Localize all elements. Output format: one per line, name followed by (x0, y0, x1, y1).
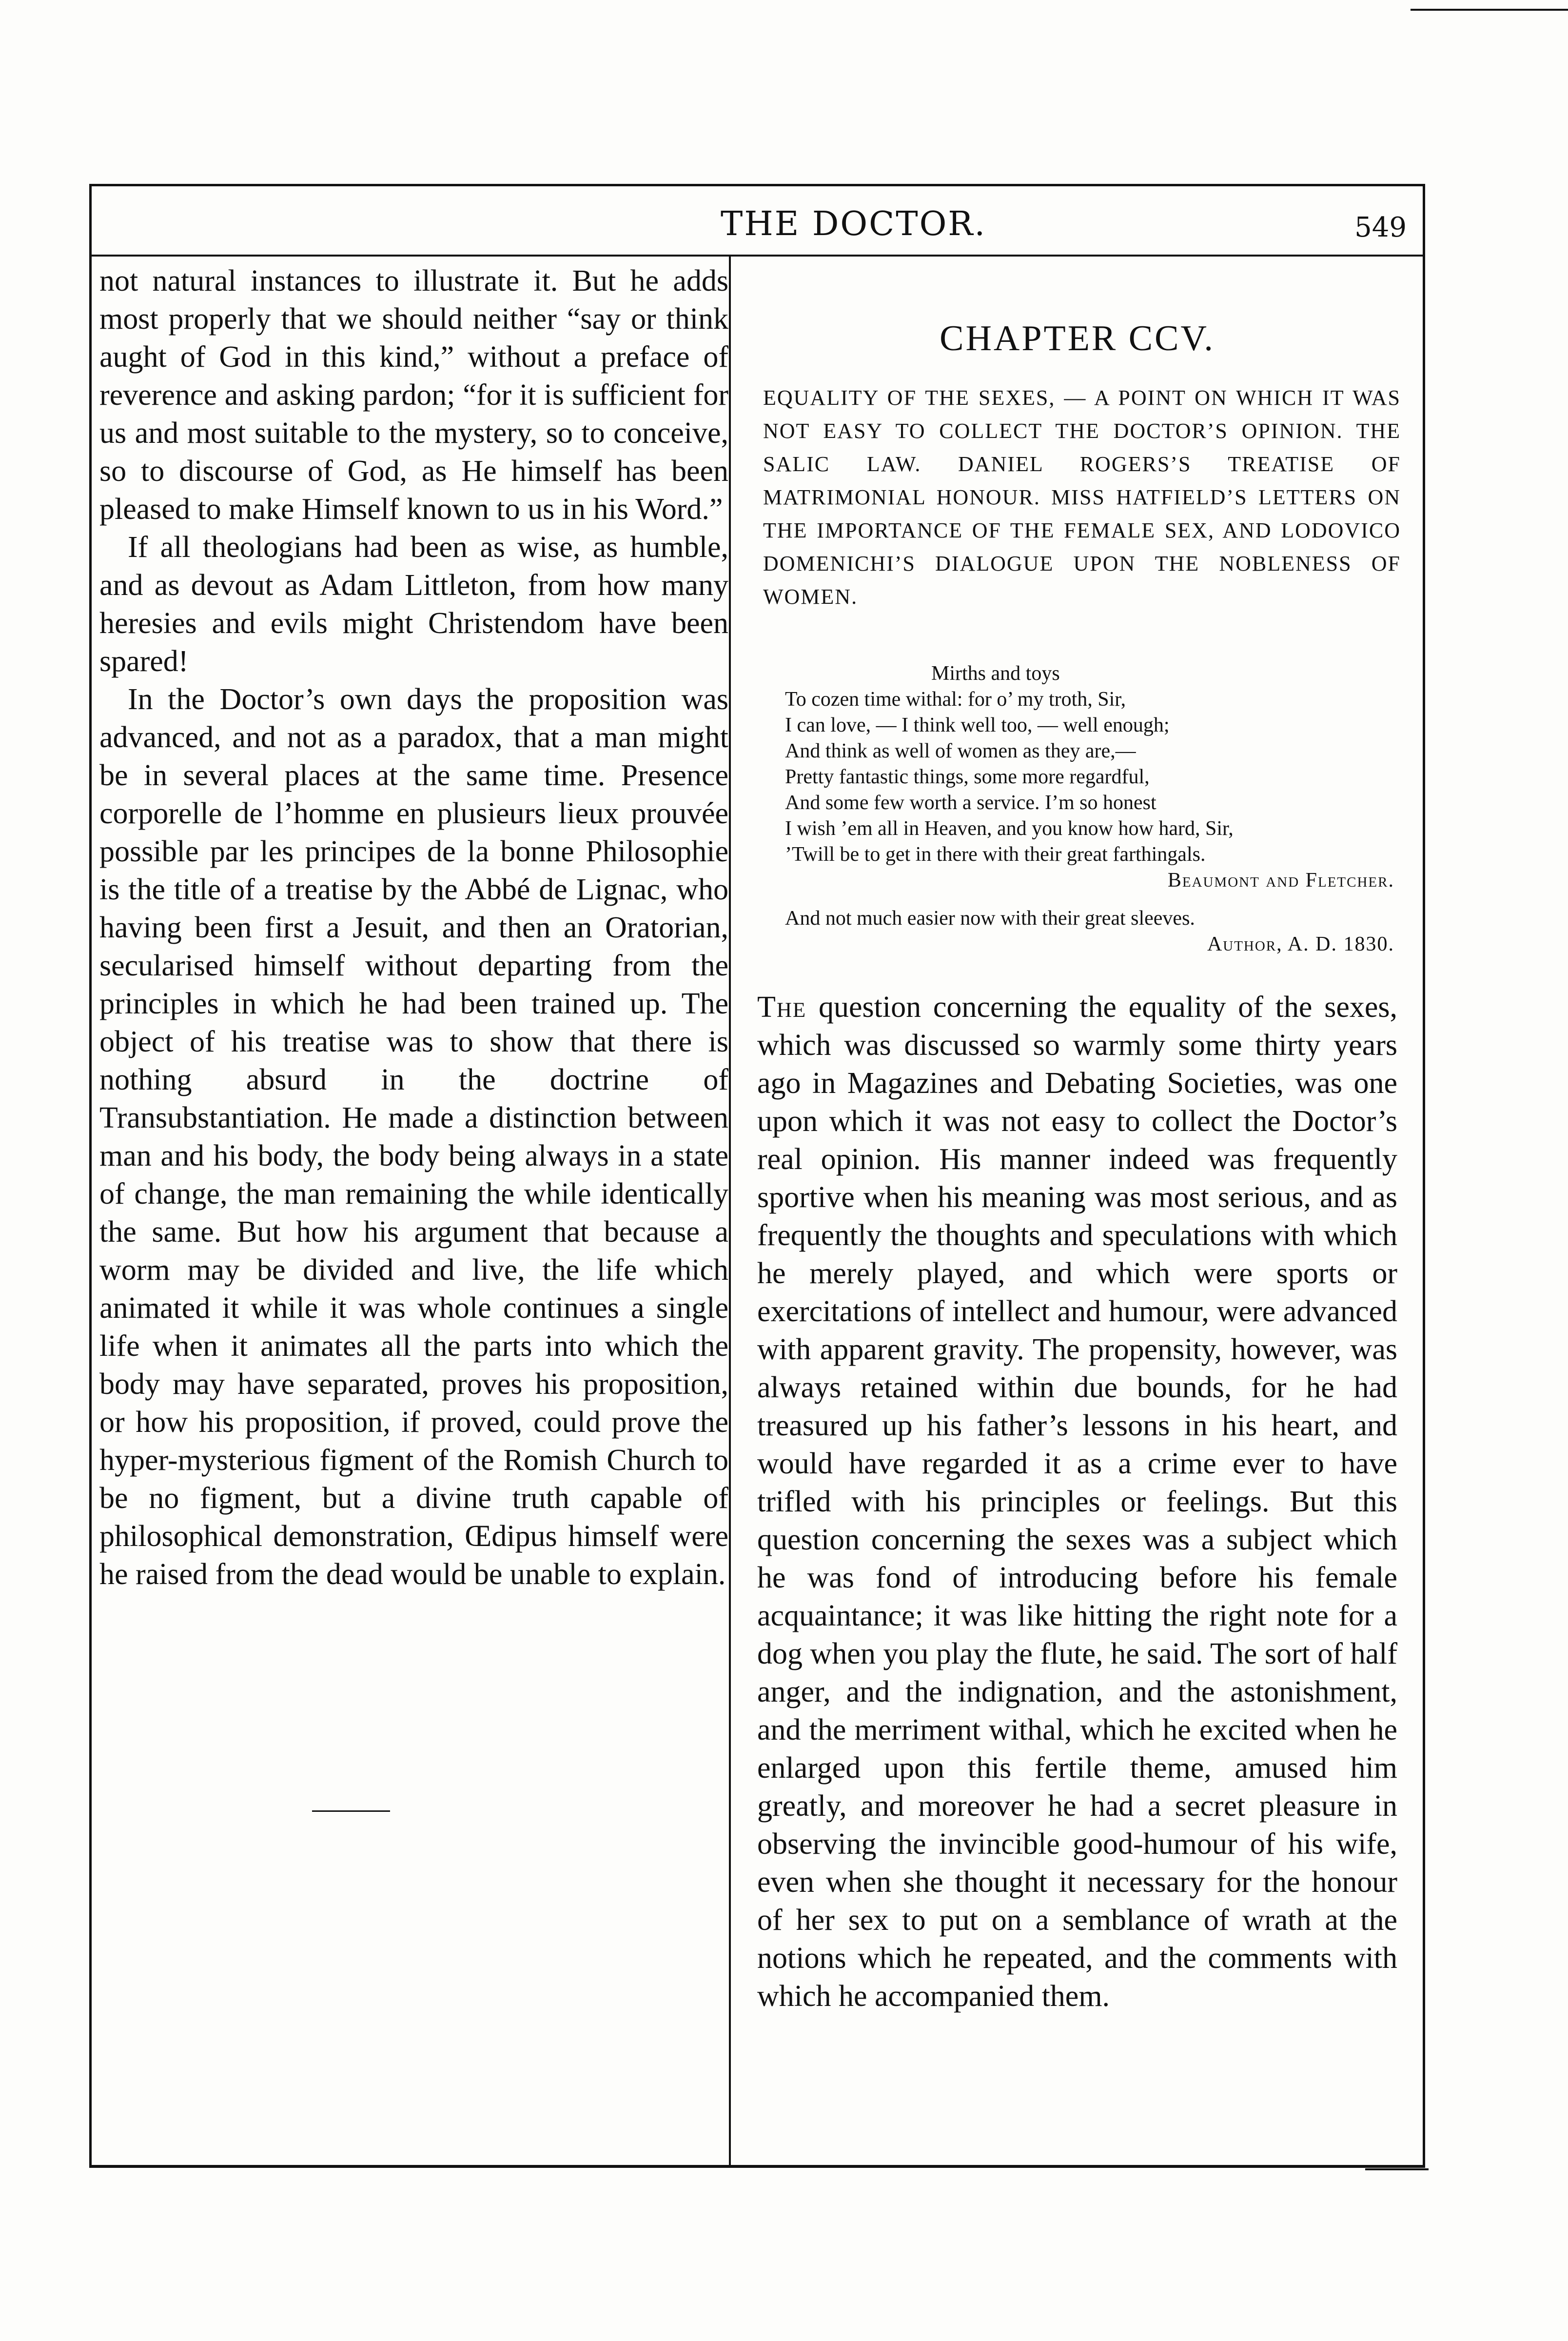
epigraph-second-quote: And not much easier now with their great sleeves. (785, 907, 1195, 930)
epigraph-line: Pretty fantastic things, some more regardful, (785, 766, 1150, 788)
left-paragraph-3: In the Doctor’s own days the proposition was advanced, and not as a paradox, that a man might be in several places at the same time. Presence corporelle de l’homme en plusieurs lieux prouvée possible par les principes de la bonne Philosophie is the title of a treatise by the Abbé de Lignac, who having been first a Jesuit, and then an Oratorian, secularised himself without departing from the principles in which he had been trained up. The object of his treatise was to show that there is nothing absurd in the doctrine of Transubstantiation. He made a distinction between man and his body, the body being always in a state of change, the man remaining the while identically the same. But how his argument that because a worm may be divided and live, the life which animated it while it was whole continues a single life when it animates all the parts into which the body may have separated, proves his proposition, or how his proposition, if proved, could prove the hyper-mysterious figment of the Romish Church to be no figment, but a divine truth capable of philosophical demonstration, Œdipus himself were he raised from the dead would be unable to explain. (99, 683, 728, 1591)
epigraph-attribution: Author, A. D. 1830. (1207, 933, 1394, 955)
lead-word: The (757, 991, 807, 1024)
bottom-edge-rule (1365, 2168, 1429, 2170)
right-paragraph-1 (757, 988, 1397, 2015)
left-paragraph-2: If all theologians had been as wise, as humble, and as devout as Adam Littleton, from how many heresies and evils might Christendom have been spared! (99, 531, 728, 678)
epigraph (785, 661, 1394, 957)
left-paragraph-1: not natural instances to illustrate it. But he adds most properly that we should neither “say or think aught of God in this kind,” without a preface of reverence and asking pardon; “for it is sufficient for us and most suitable to the mystery, so to conceive, so to discourse of God, as He himself has been pleased to make Himself known to us in his Word.” (99, 264, 728, 526)
epigraph-attribution: Beaumont and Fletcher. (1167, 869, 1394, 892)
epigraph-line: Mirths and toys (931, 662, 1060, 685)
section-end-rule (312, 1810, 390, 1812)
running-title: THE DOCTOR. (721, 205, 987, 243)
chapter-title: CHAPTER CCV. (940, 318, 1215, 358)
left-column (99, 262, 728, 1593)
epigraph-line: And some few worth a service. I’m so honest (785, 792, 1156, 814)
running-header (89, 184, 1425, 262)
page-number: 549 (1354, 212, 1407, 243)
epigraph-line: And think as well of women as they are,— (785, 740, 1136, 762)
epigraph-line: To cozen time withal: for o’ my troth, Sir, (785, 688, 1126, 711)
epigraph-line: I can love, — I think well too, — well enough; (785, 714, 1170, 736)
right-paragraph-body: question concerning the equality of the sexes, which was discussed so warmly some thirty years ago in Magazines and Debating Societies, was one upon which it was not easy to collect the Doctor’s real opinion. His manner indeed was frequently sportive when his meaning was most serious, and as frequently the thoughts and speculations with which he merely played, and which were sports or exercitations of intellect and humour, were advanced with apparent gravity. The propensity, however, was always retained within due bounds, for he had treasured up his father’s lessons in his heart, and would have regarded it as a crime ever to have trifled with his principles or feelings. But this question concerning the sexes was a subject which he was fond of introducing before his female acquaintance; it was like hitting the right note for a dog when you play the flute, he said. The sort of half anger, and the indignation, and the astonishment, and the merriment withal, which he excited when he enlarged upon this fertile theme, amused him greatly, and moreover he had a secret pleasure in observing the invincible good-humour of his wife, even when she thought it necessary for the honour of her sex to put on a semblance of wrath at the notions which he repeated, and the comments with which he accompanied them. (757, 991, 1398, 2013)
column-divider (729, 255, 731, 2166)
epigraph-line: I wish ’em all in Heaven, and you know how hard, Sir, (785, 817, 1234, 840)
chapter-summary: EQUALITY OF THE SEXES, — A POINT ON WHICH IT WAS NOT EASY TO COLLECT THE DOCTOR’S OPINION. THE SALIC LAW. DANIEL ROGERS’S TREATISE OF MATRIMONIAL HONOUR. MISS HATFIELD’S LETTERS ON THE IMPORTANCE OF THE FEMALE SEX, AND LODOVICO DOMENICHI’S DIALOGUE UPON THE NOBLENESS OF WOMEN. (763, 386, 1401, 609)
header-rule (89, 255, 1425, 257)
right-column (757, 988, 1397, 2015)
epigraph-line: ’Twill be to get in there with their great farthingals. (785, 843, 1206, 866)
scan-edge-rule (1411, 9, 1568, 11)
